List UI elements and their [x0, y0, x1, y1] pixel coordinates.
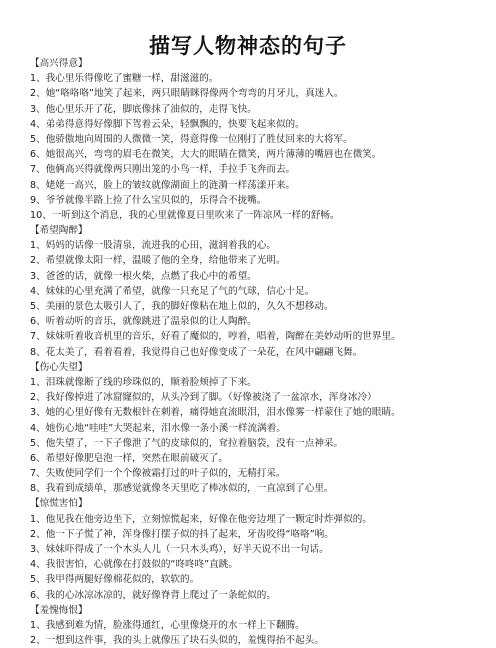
sentence-item: 5、他骄傲地向周围的人微微一笑，得意得像一位刚打了胜仗回来的大将军。 — [30, 133, 353, 145]
section-heading: 【羞愧悔恨】 — [30, 604, 88, 616]
sentence-item: 7、他俩高兴得就像两只刚出笼的小鸟一样，手拉手飞奔而去。 — [30, 164, 296, 176]
sentence-item: 5、美丽的景色太吸引人了，我的脚好像粘在地上似的，久久不想移动。 — [30, 301, 334, 312]
sentence-item: 10、一听到这个消息，我的心里就像夏日里吹来了一阵凉风一样的舒畅。 — [30, 209, 340, 221]
sentence-item: 8、我看到成绩单，那感觉就像冬天里吃了棒冰似的，一直凉到了心里。 — [30, 483, 334, 495]
sentence-item: 3、他心里乐开了花，脚底像抹了油似的，走得飞快。 — [30, 103, 257, 115]
sentence-item: 3、她的心里好像有无数根针在刺着，痛得她直流眼泪，泪水像雾一样蒙住了她的眼睛。 — [30, 407, 401, 419]
sentence-item: 8、姥姥一高兴，脸上的皱纹就像湖面上的涟漪一样荡漾开来。 — [30, 179, 296, 191]
sentence-item: 1、他见我在他旁边坐下，立刻惊慌起来，好像在他旁边埋了一颗定时炸弹似的。 — [30, 513, 372, 525]
sentence-item: 7、失败使同学们一个个像被霜打过的叶子似的，无精打采。 — [30, 468, 286, 480]
sentence-item: 5、他失望了，一下子像泄了气的皮球似的，耷拉着脑袋，没有一点神采。 — [30, 437, 344, 449]
sentence-item: 1、泪珠就像断了线的珍珠似的，顺着脸颊掉了下来。 — [30, 376, 257, 388]
sentence-item: 4、弟弟得意得好像脚下驾着云朵，轻飘飘的，快要飞起来似的。 — [30, 118, 305, 130]
sentence-item: 4、我很害怕，心就像在打鼓似的“咚咚咚”直跳。 — [30, 559, 238, 571]
section-heading: 【伤心失望】 — [30, 361, 88, 373]
sentence-item: 8、花太美了，看着看着，我觉得自己也好像变成了一朵花，在风中翩翩飞舞。 — [30, 346, 363, 358]
section-heading: 【惊慌害怕】 — [30, 498, 88, 510]
page-title: 描写人物神态的句子 — [149, 34, 347, 58]
sentence-item: 3、爸爸的话，就像一根火柴，点燃了我心中的希望。 — [30, 270, 257, 282]
sentence-item: 6、希望好像肥皂泡一样，突然在眼前破灭了。 — [30, 452, 228, 464]
sentence-item: 1、我感到难为情，脸涨得通红，心里像烧开的水一样上下翻腾。 — [30, 619, 305, 631]
sentence-item: 2、希望就像太阳一样，温暖了他的全身，给他带来了光明。 — [30, 255, 286, 267]
sentence-item: 5、我甲得两腿好像棉花似的，软软的。 — [30, 574, 200, 586]
sentence-item: 2、我好像掉进了冰窟窿似的，从头冷到了脚。（好像被浇了一盆凉水，浑身冰冷） — [30, 392, 377, 404]
sentence-item: 1、我心里乐得像吃了蜜糖一样，甜滋滋的。 — [30, 73, 219, 85]
sentence-item: 9、爷爷就像半路上捡了什么宝贝似的，乐得合不拢嘴。 — [30, 194, 267, 206]
section-heading: 【希望陶醉】 — [30, 225, 88, 237]
sentence-item: 4、妹妹的心里充满了希望，就像一只充足了气的气球，信心十足。 — [30, 285, 315, 297]
sentence-item: 1、妈妈的话像一股清泉，流进我的心田，滋润着我的心。 — [30, 240, 276, 252]
sentence-item: 6、我的心冰凉冰凉的，就好像脊背上爬过了一条蛇似的。 — [30, 589, 276, 601]
sentence-item: 7、妹妹听着收音机里的音乐，好看了魔似的，哼着，唱着，陶醉在美妙动听的世界里。 — [30, 331, 401, 343]
sentence-item: 2、他一下子慌了神，浑身像打摆子似的抖了起来，牙齿咬得“咯咯”响。 — [30, 528, 334, 540]
document-content — [30, 56, 492, 648]
sentence-item: 6、听着动听的音乐，就像跳进了温泉似的让人陶醉。 — [30, 316, 257, 328]
sentence-item: 4、她伤心地“哇哇”大哭起来，泪水像一条小溪一样流满着。 — [30, 422, 286, 434]
section-heading: 【高兴得意】 — [30, 58, 88, 69]
sentence-item: 2、她“咯咯咯”地笑了起来，两只眼睛眯得像两个弯弯的月牙儿，真迷人。 — [30, 88, 344, 100]
sentence-item: 6、她很高兴，弯弯的眉毛在微笑，大大的眼睛在微笑，两片薄薄的嘴唇也在微笑。 — [30, 149, 382, 161]
sentence-item: 3、妹妹吓得成了一个木头人儿（一只木头鸡），好半天说不出一句话。 — [30, 544, 329, 555]
sentence-item: 2、一想到这件事，我的头上就像压了块石头似的，羞愧得抬不起头。 — [30, 635, 324, 647]
